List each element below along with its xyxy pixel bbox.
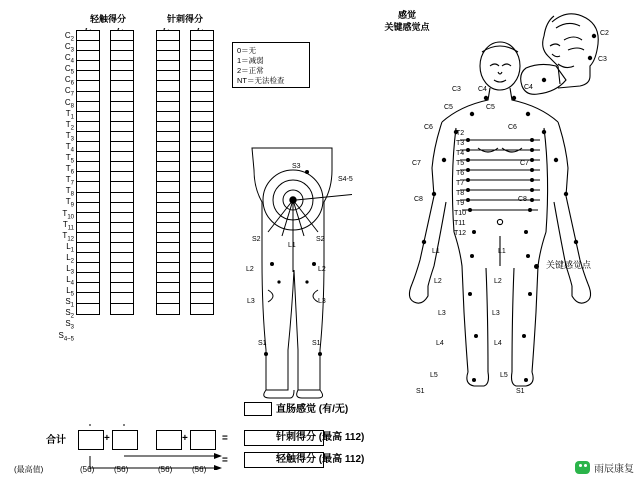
anterior-label-t2: T2	[456, 130, 465, 137]
score-cell[interactable]	[191, 102, 213, 112]
score-cell[interactable]	[191, 304, 213, 314]
score-cell[interactable]	[77, 41, 99, 51]
posterior-label-s2-right: S2	[316, 236, 325, 243]
key-legend-2: 2＝正常	[237, 66, 264, 75]
score-cell[interactable]	[111, 122, 133, 132]
score-cell[interactable]	[157, 71, 179, 81]
anterior-label-l4: L4	[436, 340, 444, 347]
score-cell[interactable]	[191, 92, 213, 102]
total-arrows	[78, 424, 238, 470]
score-column-light-touch-right[interactable]	[110, 30, 134, 315]
score-cell[interactable]	[191, 213, 213, 223]
score-cell[interactable]	[191, 243, 213, 253]
posterior-label-s1-right: S1	[312, 340, 321, 347]
score-cell[interactable]	[77, 142, 99, 152]
score-cell[interactable]	[77, 71, 99, 81]
score-cell[interactable]	[111, 31, 133, 41]
score-cell[interactable]	[111, 142, 133, 152]
score-cell[interactable]	[111, 203, 133, 213]
score-cell[interactable]	[77, 51, 99, 61]
segment-label: $S_1$	[65, 297, 74, 309]
score-cell[interactable]	[157, 152, 179, 162]
score-cell[interactable]	[157, 203, 179, 213]
max-value-3: (56)	[158, 465, 173, 474]
score-cell[interactable]	[157, 182, 179, 192]
wechat-footer	[575, 460, 634, 475]
anterior-label-t5: T5	[456, 160, 465, 167]
score-cell[interactable]	[77, 102, 99, 112]
score-cell[interactable]	[111, 243, 133, 253]
score-cell[interactable]	[77, 273, 99, 283]
score-cell[interactable]	[77, 193, 99, 203]
score-cell[interactable]	[157, 263, 179, 273]
score-cell[interactable]	[191, 31, 213, 41]
anterior-label-t9: T9	[456, 200, 465, 207]
score-cell[interactable]	[191, 233, 213, 243]
score-cell[interactable]	[77, 243, 99, 253]
segment-label: $T_6$	[65, 164, 74, 176]
score-cell[interactable]	[157, 31, 179, 41]
segment-label: $L_1$	[66, 241, 74, 254]
sum-label: 合计	[46, 435, 66, 446]
head-label-c2: C2	[600, 30, 609, 37]
posterior-label-l2-right: L2	[318, 266, 326, 273]
score-key-legend	[232, 42, 310, 88]
score-cell[interactable]	[157, 81, 179, 91]
segment-label: $T_7$	[65, 175, 74, 187]
score-cell[interactable]	[191, 122, 213, 132]
score-cell[interactable]	[191, 81, 213, 91]
score-cell[interactable]	[111, 293, 133, 303]
key-legend-0: 0＝无	[237, 46, 257, 55]
anterior-label-t8: T8	[456, 190, 465, 197]
score-cell[interactable]	[77, 152, 99, 162]
score-cell[interactable]	[111, 213, 133, 223]
score-cell[interactable]	[191, 132, 213, 142]
header-pin-prick: 针刺得分	[166, 14, 203, 24]
anterior-label-t10: T10	[454, 210, 467, 217]
anterior-label-c5: C5	[444, 104, 453, 111]
score-cell[interactable]	[111, 162, 133, 172]
head-label-c4: C4	[524, 84, 533, 91]
header-sensation-line2: 关键感觉点	[384, 22, 430, 32]
rectal-sensation-box[interactable]	[244, 402, 272, 416]
score-cell[interactable]	[77, 203, 99, 213]
segment-label: $T_{10}$	[62, 208, 74, 221]
segment-label: $C_8$	[64, 97, 74, 110]
segment-label: $C_3$	[64, 42, 74, 54]
score-cell[interactable]	[111, 193, 133, 203]
score-cell[interactable]	[157, 102, 179, 112]
score-cell[interactable]	[77, 223, 99, 233]
score-cell[interactable]	[191, 283, 213, 293]
segment-label: $T_{11}$	[62, 219, 74, 232]
anterior-label-l4r: L4	[494, 340, 502, 347]
score-cell[interactable]	[111, 112, 133, 122]
anterior-label-c6r: C6	[508, 124, 517, 131]
equals-sign-touch: =	[222, 455, 228, 466]
score-cell[interactable]	[77, 112, 99, 122]
score-cell[interactable]	[191, 203, 213, 213]
score-cell[interactable]	[157, 273, 179, 283]
score-cell[interactable]	[77, 213, 99, 223]
score-column-pin-prick-right[interactable]	[190, 30, 214, 315]
score-cell[interactable]	[77, 283, 99, 293]
score-cell[interactable]	[157, 213, 179, 223]
anterior-label-c6: C6	[424, 124, 433, 131]
score-column-light-touch-left[interactable]	[76, 30, 100, 315]
score-cell[interactable]	[157, 51, 179, 61]
segment-label: $T_8$	[65, 186, 74, 198]
anterior-label-l3r: L3	[492, 310, 500, 317]
score-cell[interactable]	[77, 233, 99, 243]
score-cell[interactable]	[191, 253, 213, 263]
wechat-icon	[575, 461, 590, 474]
segment-label: $S_{4\sim 5}$	[58, 330, 74, 343]
max-value-2: (56)	[114, 465, 129, 474]
anterior-label-l1r: L1	[498, 248, 506, 255]
score-cell[interactable]	[77, 172, 99, 182]
segment-label: $L_5$	[66, 286, 74, 298]
rectal-sensation-label: 直肠感觉 (有/无)	[276, 404, 349, 415]
score-cell[interactable]	[191, 61, 213, 71]
anterior-label-t4: T4	[456, 150, 465, 157]
score-cell[interactable]	[157, 172, 179, 182]
plus-sign-touch: +	[104, 433, 110, 444]
score-cell[interactable]	[157, 162, 179, 172]
score-cell[interactable]	[157, 122, 179, 132]
score-cell[interactable]	[191, 263, 213, 273]
plus-sign-pin: +	[182, 433, 188, 444]
score-cell[interactable]	[111, 253, 133, 263]
score-cell[interactable]	[191, 152, 213, 162]
score-cell[interactable]	[157, 283, 179, 293]
score-cell[interactable]	[191, 41, 213, 51]
anterior-label-l3: L3	[438, 310, 446, 317]
score-cell[interactable]	[77, 162, 99, 172]
key-legend-nt: NT＝无法检查	[237, 76, 285, 85]
segment-label: $C_4$	[64, 53, 74, 65]
score-cell[interactable]	[111, 182, 133, 192]
posterior-label-l3-left: L3	[247, 298, 255, 305]
segment-label: $T_4$	[65, 141, 74, 154]
anterior-label-c8: C8	[414, 196, 423, 203]
score-cell[interactable]	[157, 223, 179, 233]
score-cell[interactable]	[111, 304, 133, 314]
anterior-label-l2r: L2	[494, 278, 502, 285]
anterior-label-t12: T12	[454, 230, 467, 237]
anterior-label-l5: L5	[430, 372, 438, 379]
posterior-label-l1: L1	[288, 242, 296, 249]
posterior-label-s1-left: S1	[258, 340, 267, 347]
score-cell[interactable]	[77, 293, 99, 303]
anterior-label-c3: C3	[452, 86, 461, 93]
anterior-label-l2: L2	[434, 278, 442, 285]
anterior-label-t6: T6	[456, 170, 465, 177]
segment-label-column	[46, 30, 74, 341]
score-cell[interactable]	[111, 263, 133, 273]
score-cell[interactable]	[191, 182, 213, 192]
score-cell[interactable]	[191, 71, 213, 81]
anterior-label-s1: S1	[416, 388, 425, 395]
key-point-legend-label: 关键感觉点	[546, 260, 592, 270]
score-cell[interactable]	[111, 172, 133, 182]
score-cell[interactable]	[111, 81, 133, 91]
light-touch-total-label: 轻触得分 (最高 112)	[276, 454, 365, 465]
score-cell[interactable]	[157, 92, 179, 102]
posterior-label-l2-left: L2	[246, 266, 254, 273]
segment-label: $T_1$	[65, 108, 74, 121]
score-column-pin-prick-left[interactable]	[156, 30, 180, 315]
score-cell[interactable]	[77, 31, 99, 41]
score-cell[interactable]	[111, 152, 133, 162]
anterior-label-t7: T7	[456, 180, 465, 187]
score-cell[interactable]	[157, 132, 179, 142]
score-cell[interactable]	[111, 71, 133, 81]
segment-label: $L_2$	[66, 252, 74, 265]
anterior-label-c7r: C7	[520, 160, 529, 167]
score-cell[interactable]	[77, 132, 99, 142]
segment-label: $C_6$	[64, 75, 74, 87]
segment-label: $T_2$	[65, 119, 74, 132]
score-cell[interactable]	[77, 81, 99, 91]
posterior-label-s3: S3	[292, 163, 301, 170]
anterior-label-c5r: C5	[486, 104, 495, 111]
segment-label: $L_3$	[66, 263, 74, 276]
score-cell[interactable]	[77, 92, 99, 102]
score-cell[interactable]	[111, 41, 133, 51]
anterior-label-c8r: C8	[518, 196, 527, 203]
score-cell[interactable]	[191, 112, 213, 122]
score-cell[interactable]	[191, 293, 213, 303]
key-legend-1: 1＝减弱	[237, 56, 264, 65]
score-cell[interactable]	[191, 273, 213, 283]
score-cell[interactable]	[157, 142, 179, 152]
max-value-label: (最高值)	[14, 465, 44, 474]
segment-label: $T_3$	[65, 130, 74, 143]
score-cell[interactable]	[191, 193, 213, 203]
header-light-touch: 轻触得分	[89, 14, 126, 24]
score-cell[interactable]	[111, 273, 133, 283]
score-cell[interactable]	[111, 223, 133, 233]
key-point-dot-icon	[534, 264, 539, 269]
score-cell[interactable]	[157, 304, 179, 314]
score-cell[interactable]	[157, 61, 179, 71]
segment-label: $T_{12}$	[62, 230, 74, 243]
score-cell[interactable]	[111, 51, 133, 61]
score-cell[interactable]	[191, 51, 213, 61]
segment-label: $T_5$	[65, 153, 74, 165]
score-cell[interactable]	[77, 122, 99, 132]
posterior-label-l3-right: L3	[318, 298, 326, 305]
header-sensation-line1: 感觉	[397, 10, 416, 20]
anterior-label-t11: T11	[454, 220, 466, 227]
score-cell[interactable]	[157, 41, 179, 51]
score-cell[interactable]	[77, 304, 99, 314]
score-cell[interactable]	[111, 102, 133, 112]
segment-label: $T_9$	[65, 197, 74, 209]
score-cell[interactable]	[111, 233, 133, 243]
max-value-1: (56)	[80, 465, 95, 474]
head-label-c3: C3	[598, 56, 607, 63]
segment-label: $C_7$	[64, 86, 74, 99]
score-cell[interactable]	[191, 162, 213, 172]
score-cell[interactable]	[77, 61, 99, 71]
anterior-label-l1: L1	[432, 248, 440, 255]
segment-label: $S_3$	[65, 319, 74, 332]
score-cell[interactable]	[77, 263, 99, 273]
posterior-label-s45: S4-5	[338, 176, 353, 183]
anterior-label-l5r: L5	[500, 372, 508, 379]
pin-prick-total-label: 针刺得分 (最高 112)	[276, 432, 365, 443]
score-cell[interactable]	[157, 293, 179, 303]
score-cell[interactable]	[157, 243, 179, 253]
score-cell[interactable]	[111, 61, 133, 71]
anterior-label-c4: C4	[478, 86, 487, 93]
score-cell[interactable]	[111, 283, 133, 293]
score-cell[interactable]	[191, 142, 213, 152]
segment-label: $S_2$	[65, 308, 74, 320]
anterior-label-c7: C7	[412, 160, 421, 167]
segment-label: $C_2$	[64, 31, 74, 43]
score-cell[interactable]	[191, 223, 213, 233]
score-cell[interactable]	[157, 112, 179, 122]
score-cell[interactable]	[157, 233, 179, 243]
score-cell[interactable]	[191, 172, 213, 182]
anterior-label-s1r: S1	[516, 388, 525, 395]
equals-sign-pin: =	[222, 433, 228, 444]
score-cell[interactable]	[111, 132, 133, 142]
segment-label: $C_5$	[64, 64, 74, 76]
score-cell[interactable]	[157, 193, 179, 203]
posterior-label-s2-left: S2	[252, 236, 261, 243]
score-cell[interactable]	[77, 182, 99, 192]
max-value-4: (56)	[192, 465, 207, 474]
anterior-label-t3: T3	[456, 140, 465, 147]
score-cell[interactable]	[77, 253, 99, 263]
wechat-account-name: 雨辰康复	[594, 464, 634, 475]
head-neck-diagram	[506, 6, 624, 96]
segment-label: $L_4$	[66, 275, 74, 287]
score-cell[interactable]	[111, 92, 133, 102]
score-cell[interactable]	[157, 253, 179, 263]
